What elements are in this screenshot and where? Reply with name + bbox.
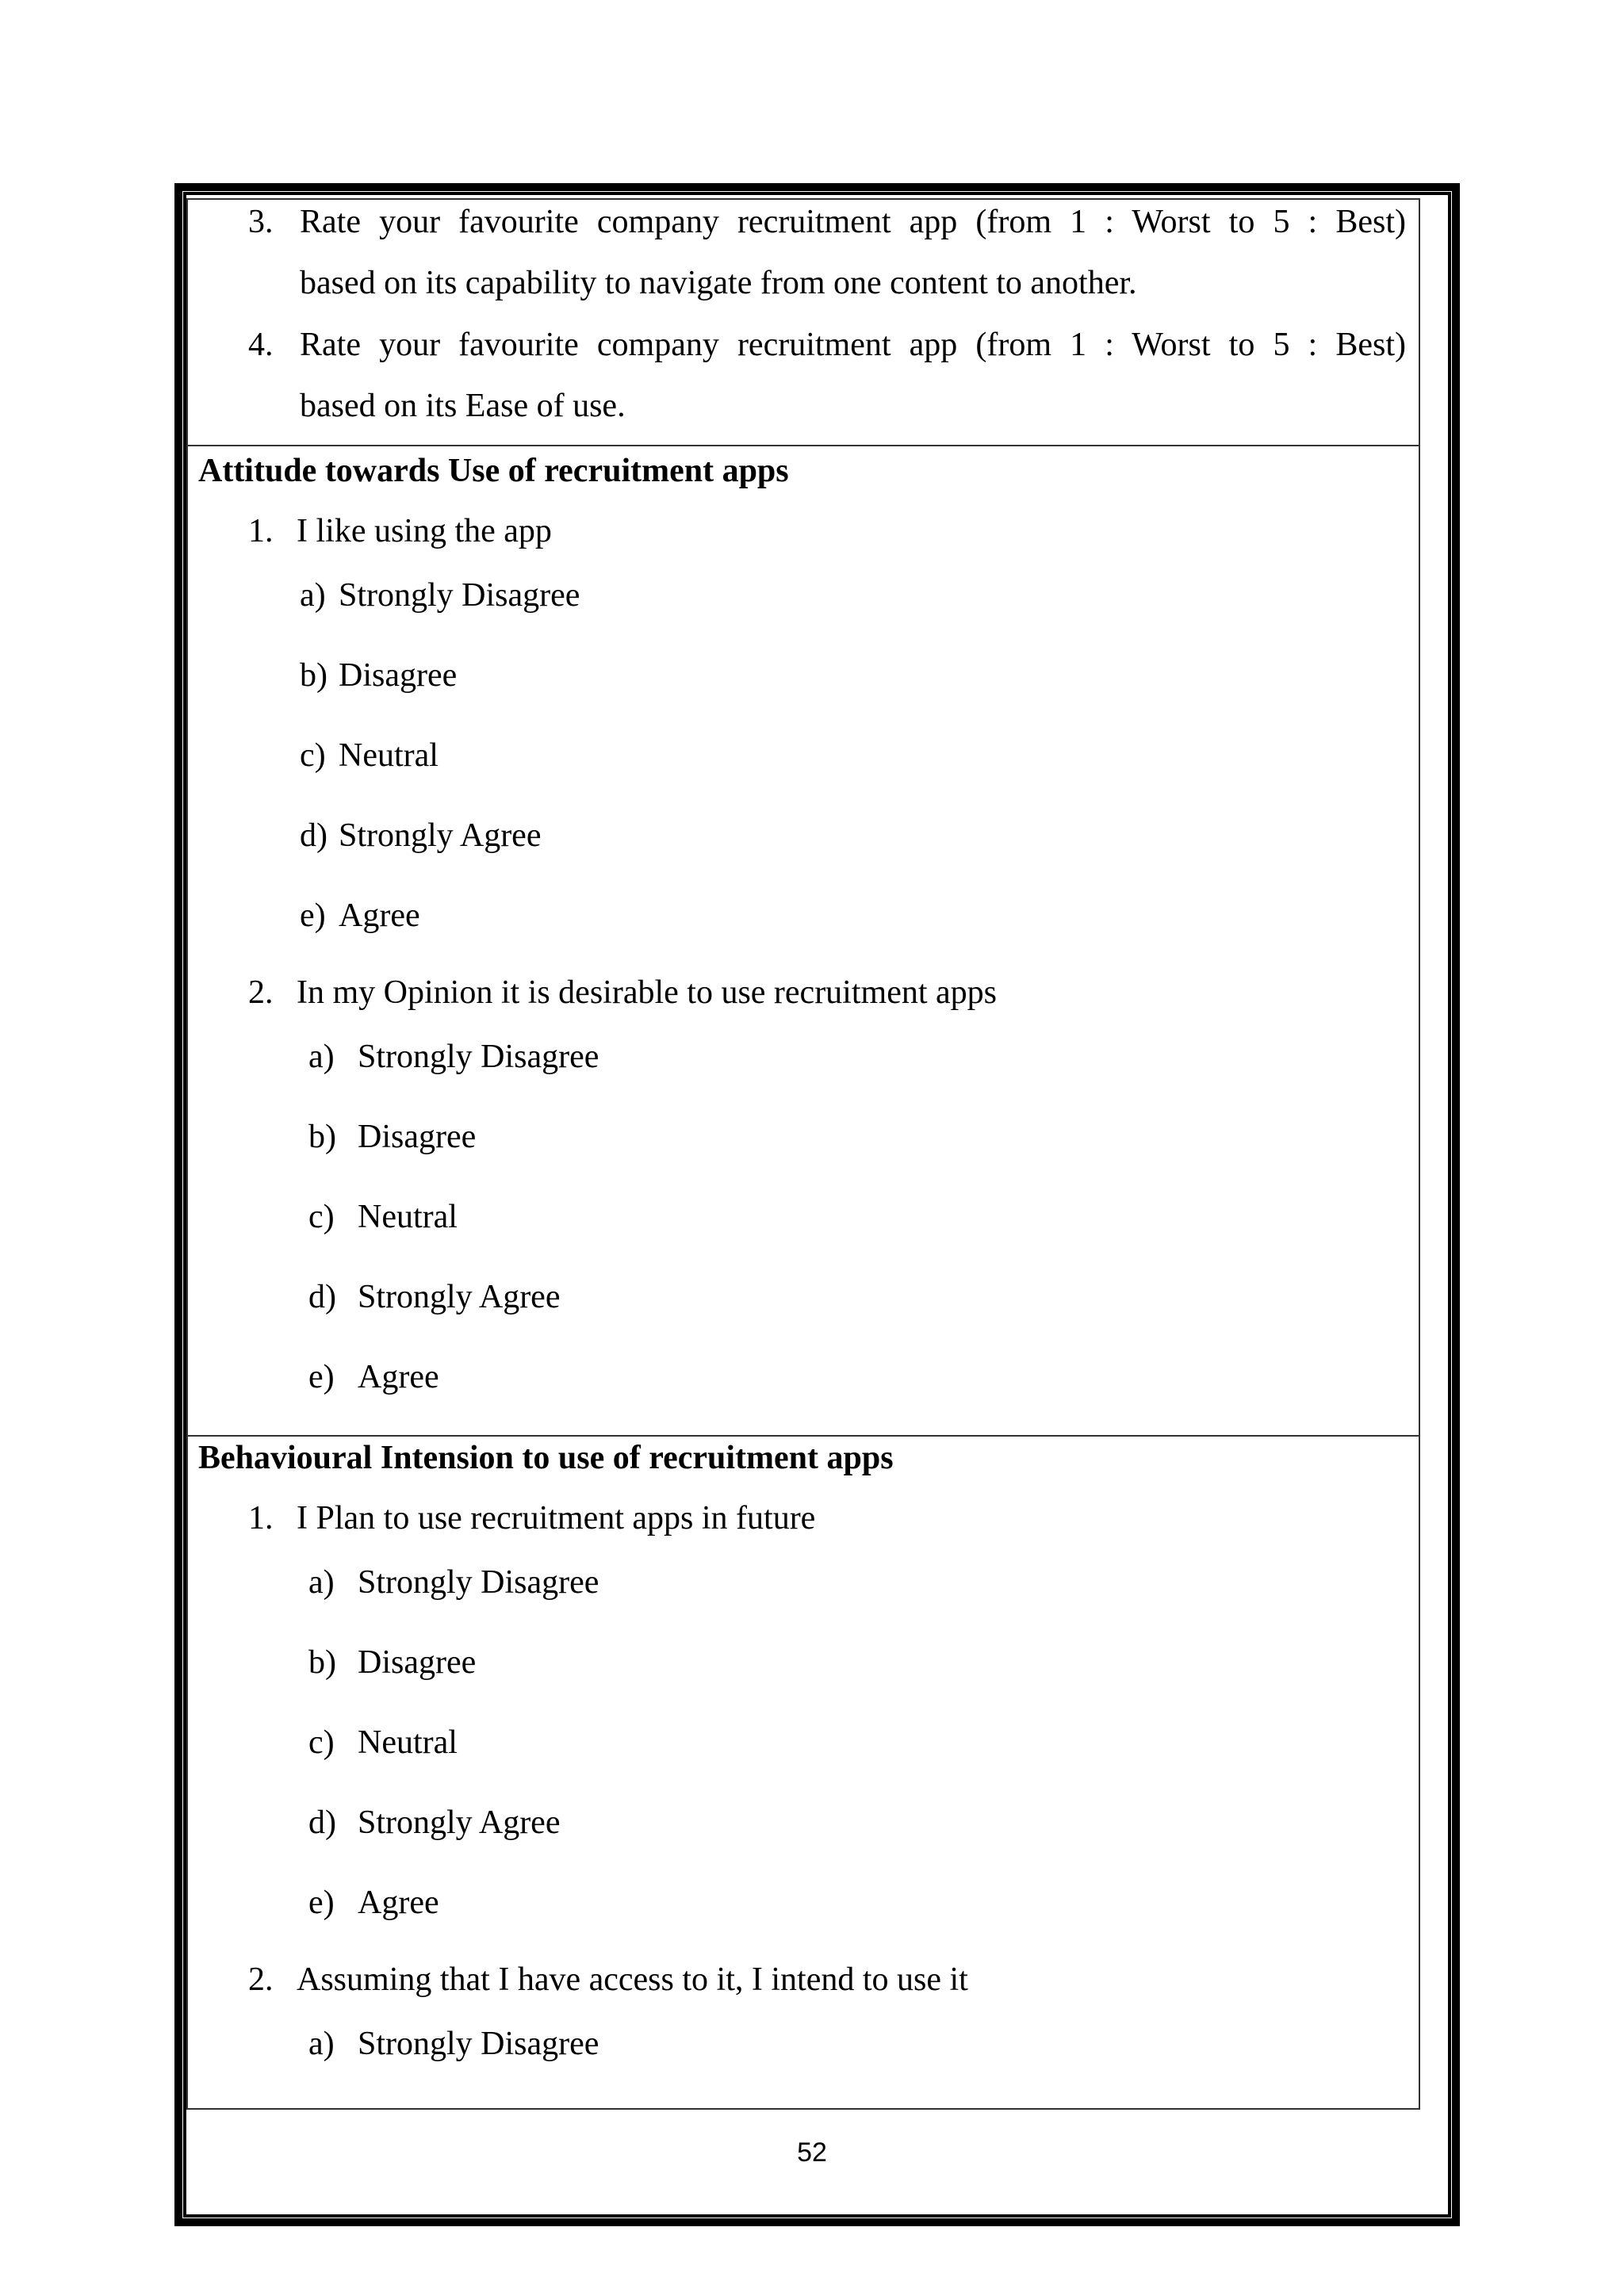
option-text: Agree bbox=[339, 897, 420, 934]
option-letter: c) bbox=[308, 1724, 335, 1761]
option-letter: d) bbox=[308, 1279, 336, 1315]
question-number: 2. bbox=[248, 974, 274, 1011]
question-text: Assuming that I have access to it, I intend to use it bbox=[297, 1961, 968, 1998]
option-text: Agree bbox=[358, 1885, 439, 1921]
option-text: Strongly Disagree bbox=[358, 2026, 599, 2062]
option-text: Disagree bbox=[339, 657, 458, 694]
option-letter: b) bbox=[300, 657, 327, 694]
question-number: 1. bbox=[248, 1500, 274, 1536]
option-letter: d) bbox=[300, 817, 327, 854]
option-text: Neutral bbox=[358, 1199, 458, 1235]
option-letter: c) bbox=[300, 737, 326, 774]
item-number: 3. bbox=[248, 204, 274, 240]
option-text: Strongly Disagree bbox=[339, 577, 580, 614]
option-text: Disagree bbox=[358, 1119, 477, 1155]
option-letter: e) bbox=[308, 1359, 335, 1395]
option-text: Strongly Disagree bbox=[358, 1039, 599, 1075]
option-letter: a) bbox=[300, 577, 326, 614]
section-heading: Attitude towards Use of recruitment apps bbox=[198, 453, 789, 489]
item-number: 4. bbox=[248, 327, 274, 363]
option-text: Strongly Agree bbox=[339, 817, 542, 854]
question-text: I like using the app bbox=[297, 513, 552, 549]
option-letter: e) bbox=[300, 897, 326, 934]
option-letter: b) bbox=[308, 1119, 336, 1155]
item-text-cont: based on its capability to navigate from one content to another. bbox=[300, 265, 1137, 301]
page-number: 52 bbox=[797, 2137, 827, 2168]
option-text: Neutral bbox=[339, 737, 439, 774]
option-text: Disagree bbox=[358, 1644, 477, 1681]
option-letter: a) bbox=[308, 1564, 335, 1601]
option-letter: a) bbox=[308, 2026, 335, 2062]
question-text: I Plan to use recruitment apps in future bbox=[297, 1500, 816, 1536]
option-text: Agree bbox=[358, 1359, 439, 1395]
option-text: Neutral bbox=[358, 1724, 458, 1761]
option-letter: d) bbox=[308, 1804, 336, 1841]
item-text: Rate your favourite company recruitment app (from 1 : Worst to 5 : Best) bbox=[300, 204, 1406, 240]
option-letter: c) bbox=[308, 1199, 335, 1235]
question-number: 1. bbox=[248, 513, 274, 549]
section-heading: Behavioural Intension to use of recruitment apps bbox=[198, 1440, 894, 1476]
option-letter: b) bbox=[308, 1644, 336, 1681]
item-text-cont: based on its Ease of use. bbox=[300, 388, 626, 424]
question-number: 2. bbox=[248, 1961, 274, 1998]
option-text: Strongly Agree bbox=[358, 1279, 561, 1315]
question-text: In my Opinion it is desirable to use recruitment apps bbox=[297, 974, 997, 1011]
option-text: Strongly Disagree bbox=[358, 1564, 599, 1601]
option-letter: e) bbox=[308, 1885, 335, 1921]
option-letter: a) bbox=[308, 1039, 335, 1075]
item-text: Rate your favourite company recruitment app (from 1 : Worst to 5 : Best) bbox=[300, 327, 1406, 363]
option-text: Strongly Agree bbox=[358, 1804, 561, 1841]
